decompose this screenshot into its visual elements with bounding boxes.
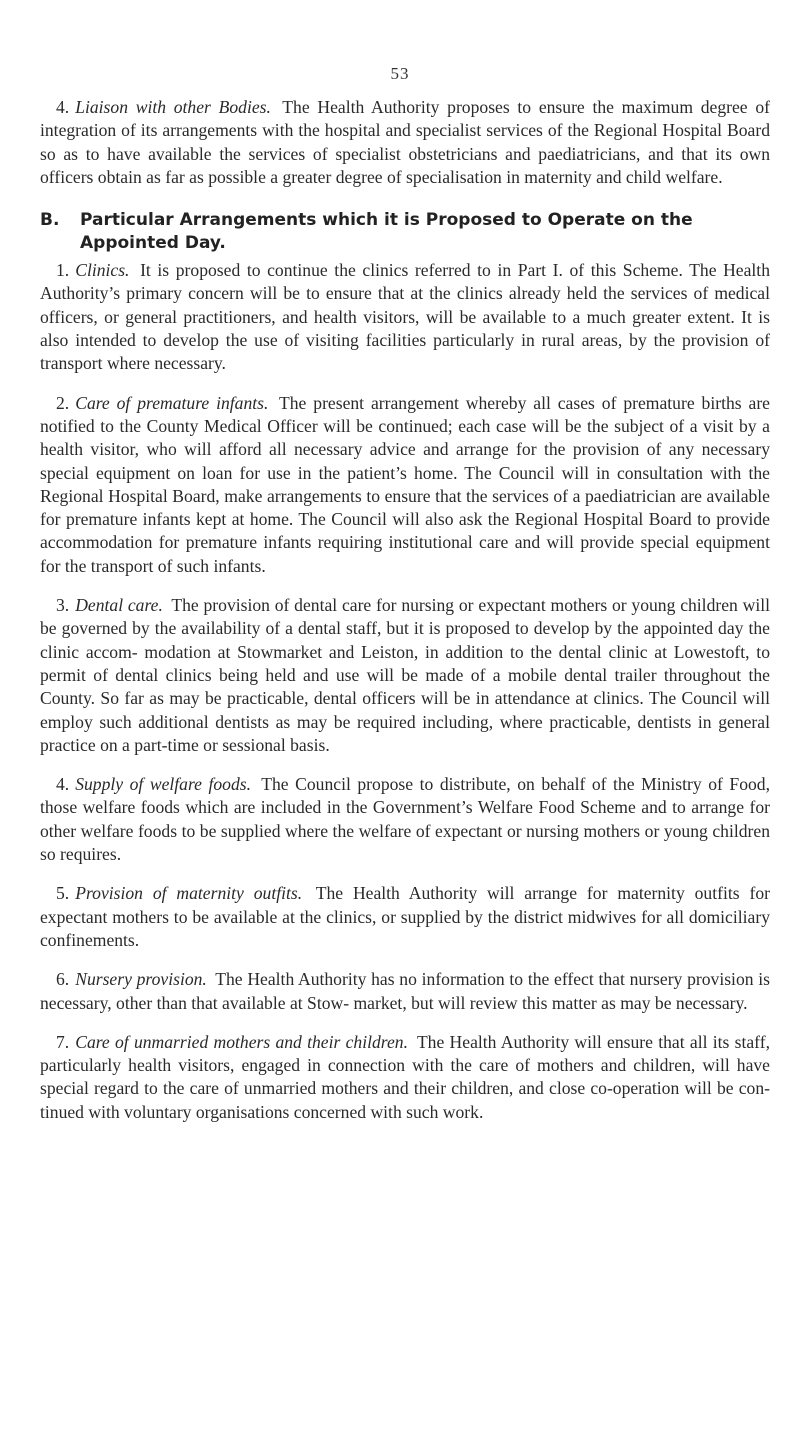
paragraph-dental-care bbox=[40, 594, 770, 757]
page-content bbox=[40, 96, 770, 1140]
paragraph-title: Clinics. bbox=[75, 260, 130, 281]
paragraph-maternity-outfits bbox=[40, 882, 770, 952]
paragraph-title: Care of premature infants. bbox=[75, 392, 269, 413]
paragraph-text: The provision of dental care for nursing or expectant mothers or young children will be governed by the availability of a dental staff, but it is proposed to develop by the appointed day the clinic accom- modation at Stowmarket and Leiston, in addition to the dental clinic at Lowestoft, to permit of dental clinics being held and use will be made of a mobile dental trailer throughout the County. So far as may be practicable, dental officers will be in attendance at clinics. The Council will employ such additional dentists as may be required including, where practicable, dentists in general practice on a part-time or sessional basis. bbox=[40, 595, 770, 755]
section-b-heading bbox=[40, 209, 770, 255]
paragraph-text: The Council propose to distribute, on behalf of the Ministry of Food, those welfare foods which are included in the Government’s Welfare Food Scheme and to arrange for other welfare foods to be supplied where the welfare of expectant or nursing mothers or young children so requires. bbox=[40, 774, 770, 865]
paragraph-text: The Health Authority proposes to ensure the maximum degree of integration of its arrangements with the hospital and specialist services of the Regional Hospital Board so as to have available the services of specialist obstetricians and paediatricians, and that its own officers obtain as far as possible a greater degree of specialisation in maternity and child welfare. bbox=[40, 97, 770, 187]
section-letter: B. bbox=[40, 210, 60, 231]
paragraph-number: 3. bbox=[56, 595, 70, 616]
paragraph-number: 4. bbox=[56, 774, 70, 795]
paragraph-title: Care of unmarried mothers and their children. bbox=[75, 1031, 408, 1052]
paragraph-number: 4. bbox=[56, 97, 70, 117]
paragraph-nursery-provision bbox=[40, 968, 770, 1015]
paragraph-text: The Health Authority has no information to the effect that nursery provision is necessary, other than that available at Stow- market, but will review this matter as may be necessary. bbox=[40, 969, 771, 1013]
paragraph-title: Provision of maternity outfits. bbox=[75, 883, 303, 904]
paragraph-text: The Health Authority will arrange for maternity outfits for expectant mothers to be available at the clinics, or supplied by the district midwives for all domiciliary confinements. bbox=[40, 883, 770, 950]
paragraph-liaison bbox=[40, 96, 770, 189]
paragraph-premature-infants bbox=[40, 392, 770, 578]
paragraph-number: 2. bbox=[56, 392, 70, 413]
section-heading-text: Particular Arrangements which it is Proposed to Operate on the Appointed Day. bbox=[80, 210, 693, 254]
page-number: 53 bbox=[390, 64, 410, 83]
paragraph-text: The Health Authority will ensure that all its staff, particularly health visitors, engaged in connection with the care of mothers and children, will have special regard to the care of unmarried mothers and their children, and close co-operation will be con- tinued with voluntary organisations concerned with such work. bbox=[40, 1031, 770, 1122]
paragraph-title: Liaison with other Bodies. bbox=[75, 97, 271, 117]
paragraph-title: Supply of welfare foods. bbox=[75, 774, 252, 795]
paragraph-number: 6. bbox=[56, 969, 70, 990]
paragraph-text: It is proposed to continue the clinics referred to in Part I. of this Scheme. The Health Authority’s primary concern will be to ensure that at the clinics already held the services of medical officers, or general practitioners, and health visitors, will be available to a much greater extent. It is also intended to develop the use of visiting facilities particularly in rural areas, by the provision of transport where necessary. bbox=[40, 260, 770, 374]
paragraph-title: Dental care. bbox=[75, 595, 163, 616]
paragraph-number: 7. bbox=[56, 1031, 70, 1052]
paragraph-unmarried-mothers bbox=[40, 1031, 770, 1124]
paragraph-number: 1. bbox=[56, 260, 70, 281]
paragraph-title: Nursery provision. bbox=[75, 969, 207, 990]
paragraph-number: 5. bbox=[56, 883, 70, 904]
paragraph-clinics bbox=[40, 259, 770, 375]
paragraph-text: The present arrangement whereby all cases of premature births are notified to the County Medical Officer will be continued; each case will be the subject of a visit by a health visitor, who will afford all necessary advice and arrange for the provision of any necessary special equipment on loan for use in the patient’s home. The Council will in consultation with the Regional Hospital Board, make arrangements to ensure that the services of a paediatrician are available for premature infants kept at home. The Council will also ask the Regional Hospital Board to provide accommodation for premature infants requiring institutional care and will provide special equipment for the transport of such infants. bbox=[40, 392, 770, 576]
paragraph-welfare-foods bbox=[40, 773, 770, 866]
